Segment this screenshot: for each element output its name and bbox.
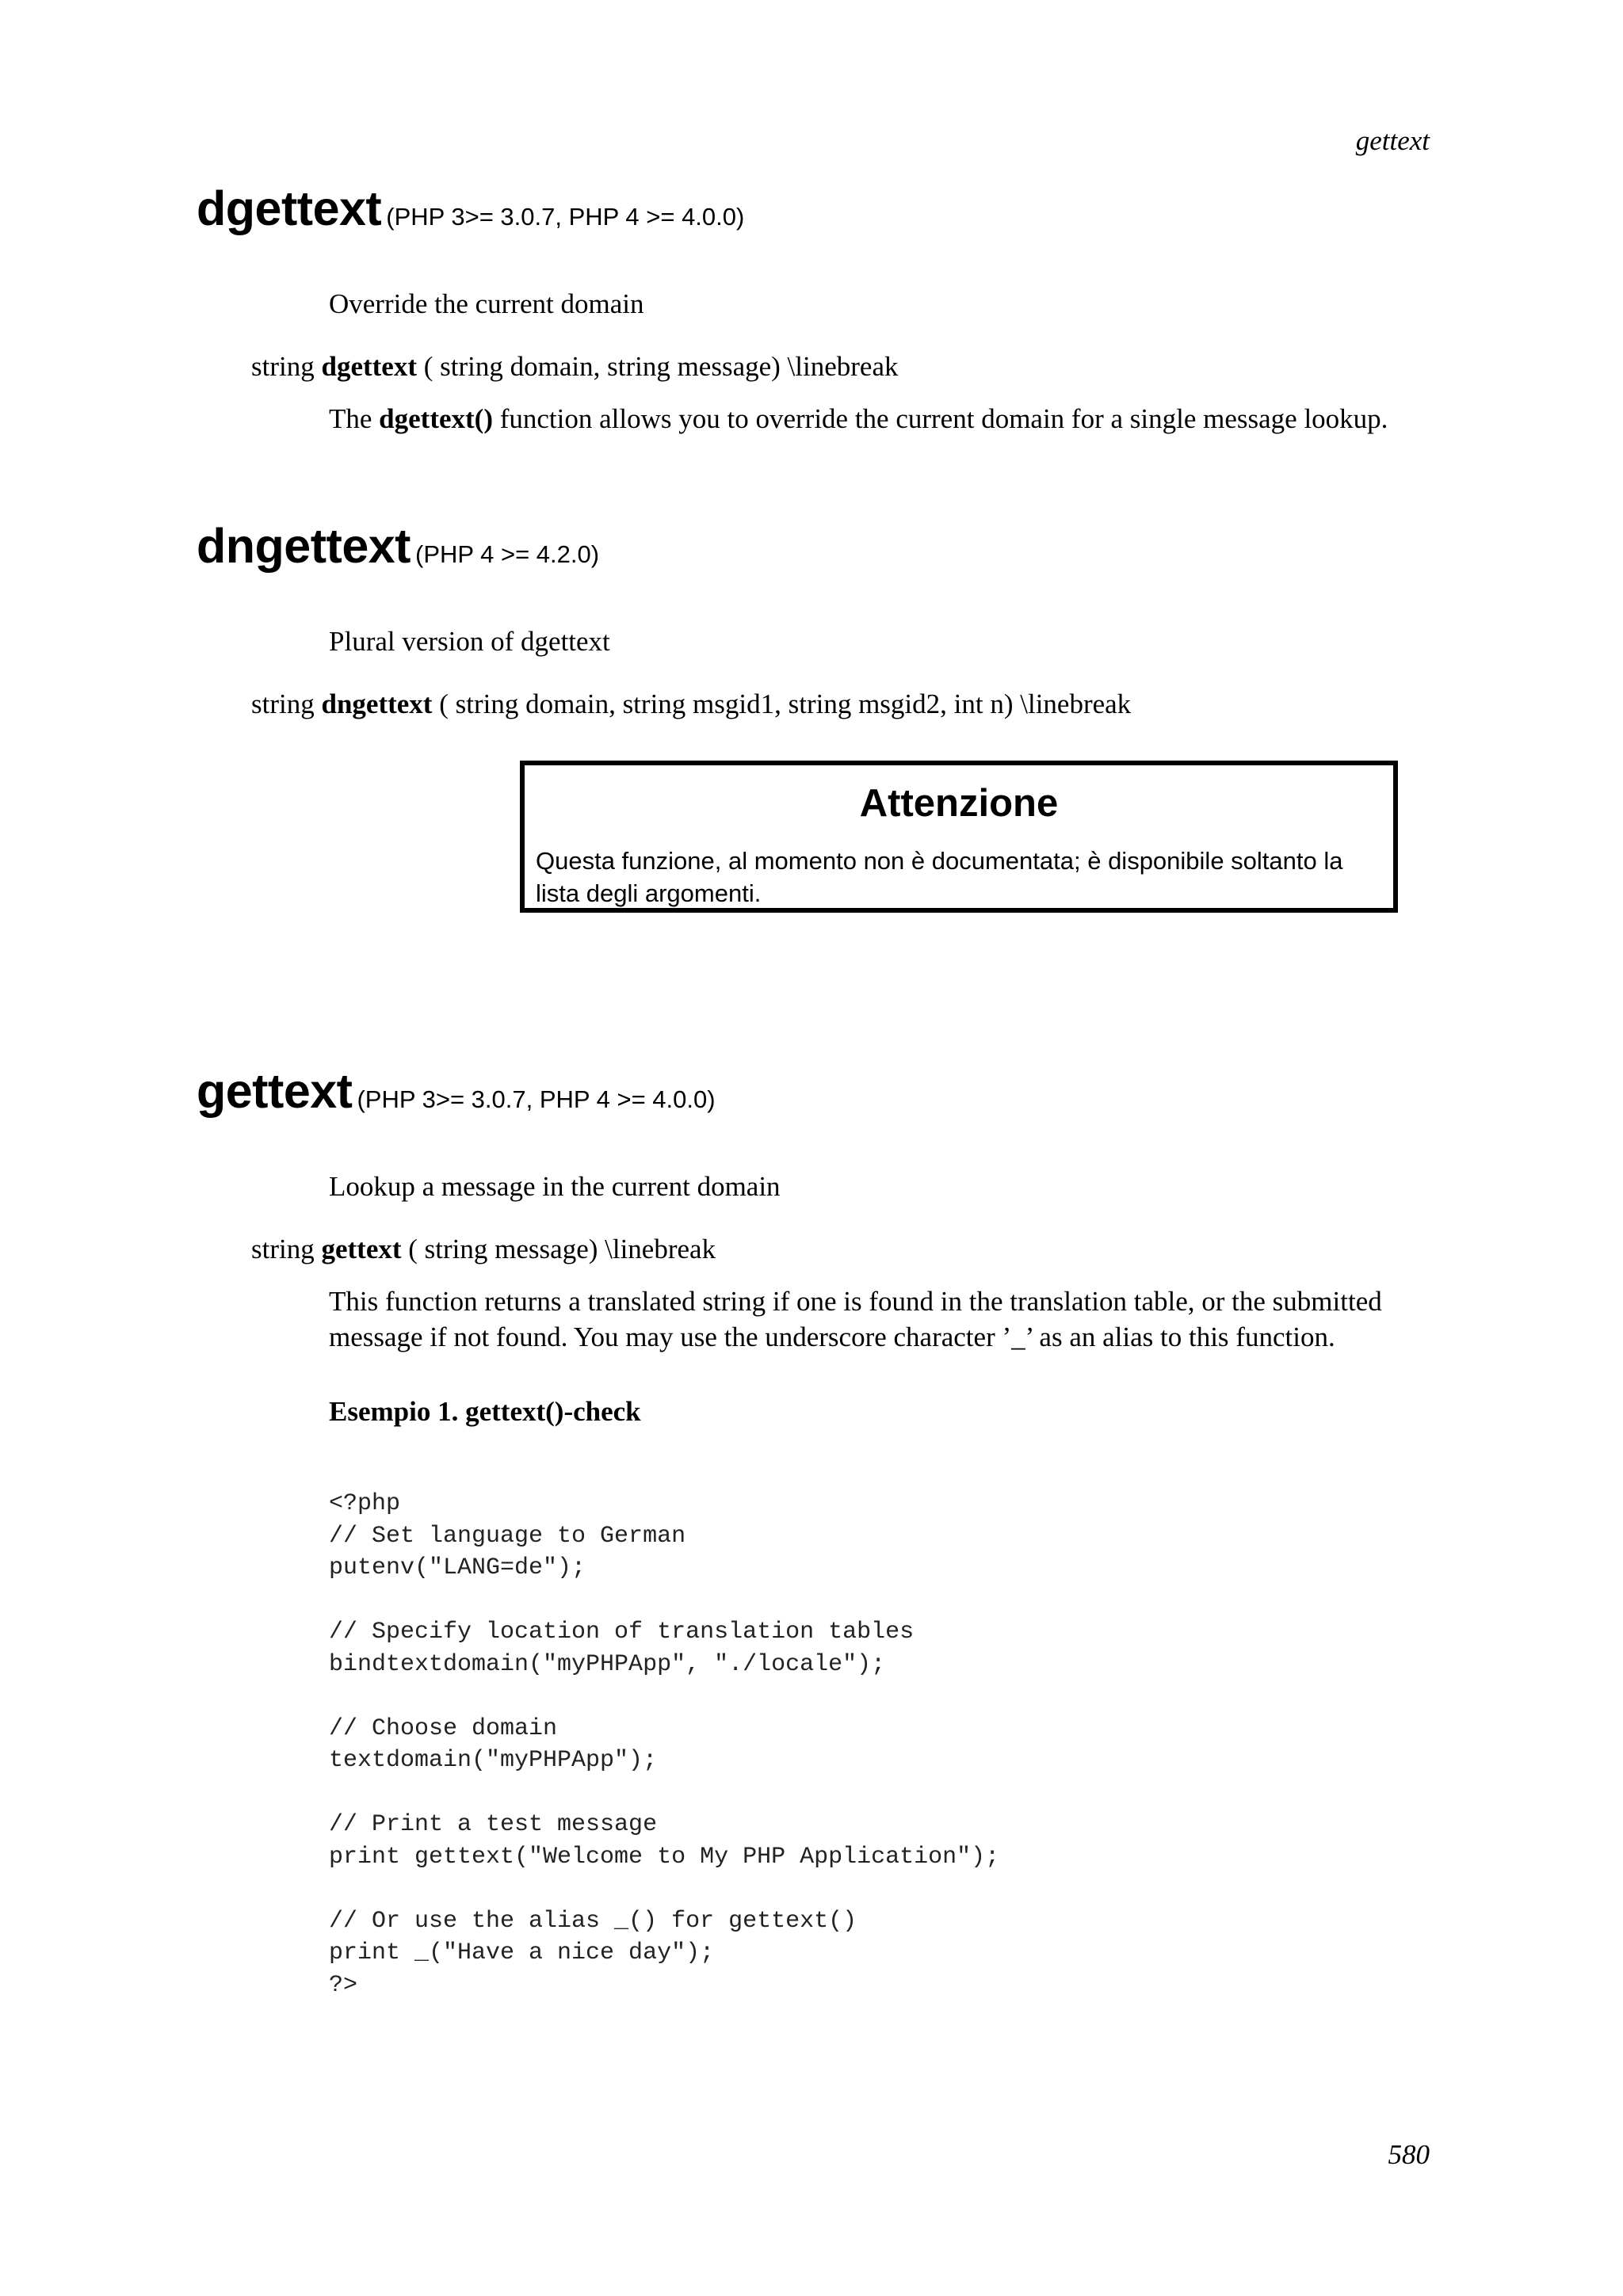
running-header: gettext [1355, 125, 1430, 156]
function-name: gettext [197, 1064, 353, 1118]
synopsis-args: ( string domain, string msgid1, string msgid2, int n) \linebreak [439, 688, 1132, 719]
code-line: // Print a test message [329, 1811, 658, 1838]
function-description [329, 1283, 1430, 1355]
function-purpose: Lookup a message in the current domain [329, 1171, 781, 1202]
function-synopsis [251, 1234, 716, 1265]
synopsis-function-name: dngettext [321, 688, 433, 719]
code-example [329, 1488, 999, 2001]
code-line: ?> [329, 1971, 358, 1999]
description-line: This function returns a translated string if one is found in the translation table, or the submitted [329, 1286, 1382, 1317]
warning-text: Questa funzione, al momento non è documentata; è disponibile soltanto la lista degli argomenti. [536, 847, 1343, 907]
synopsis-function-name: dgettext [321, 351, 417, 382]
code-line [329, 1873, 999, 1905]
example-title: Esempio 1. gettext()-check [329, 1396, 641, 1427]
entry-title-gettext [197, 1063, 716, 1119]
code-line [329, 1777, 999, 1810]
function-name: dngettext [197, 519, 411, 573]
function-purpose: Override the current domain [329, 288, 644, 319]
page-number: 580 [1388, 2139, 1430, 2170]
description-text: function allows you to override the current domain for a single message lookup. [492, 403, 1388, 434]
code-line: print gettext("Welcome to My PHP Application"); [329, 1843, 1000, 1871]
function-synopsis [251, 351, 899, 383]
function-purpose: Plural version of dgettext [329, 626, 610, 657]
function-name: dgettext [197, 181, 382, 235]
return-type: string [251, 351, 315, 382]
code-line [329, 1680, 999, 1713]
code-line: // Specify location of translation tables [329, 1619, 915, 1646]
description-line: message if not found. You may use the underscore character ’_’ as an alias to this function. [329, 1322, 1335, 1352]
warning-box [520, 761, 1398, 913]
code-line: // Choose domain [329, 1714, 558, 1742]
code-line: // Or use the alias _() for gettext() [329, 1907, 857, 1935]
code-line [329, 1585, 999, 1617]
function-description [329, 401, 1430, 437]
return-type: string [251, 688, 315, 719]
return-type: string [251, 1234, 315, 1264]
function-version: (PHP 3>= 3.0.7, PHP 4 >= 4.0.0) [357, 1085, 716, 1113]
warning-title: Attenzione [859, 782, 1059, 825]
code-line: textdomain("myPHPApp"); [329, 1747, 658, 1774]
entry-title-dgettext [197, 181, 744, 236]
function-synopsis [251, 688, 1131, 720]
entry-title-dngettext [197, 518, 599, 574]
code-line: <?php [329, 1490, 401, 1517]
synopsis-function-name: gettext [321, 1234, 402, 1264]
code-line: bindtextdomain("myPHPApp", "./locale"); [329, 1650, 886, 1678]
synopsis-args: ( string message) \linebreak [408, 1234, 716, 1264]
code-line: print _("Have a nice day"); [329, 1939, 715, 1966]
function-version: (PHP 3>= 3.0.7, PHP 4 >= 4.0.0) [386, 203, 745, 231]
description-function-ref: dgettext() [379, 403, 493, 434]
code-line: putenv("LANG=de"); [329, 1554, 586, 1581]
description-text: The [329, 403, 380, 434]
function-version: (PHP 4 >= 4.2.0) [415, 540, 600, 568]
synopsis-args: ( string domain, string message) \linebreak [423, 351, 899, 382]
code-line: // Set language to German [329, 1522, 686, 1550]
